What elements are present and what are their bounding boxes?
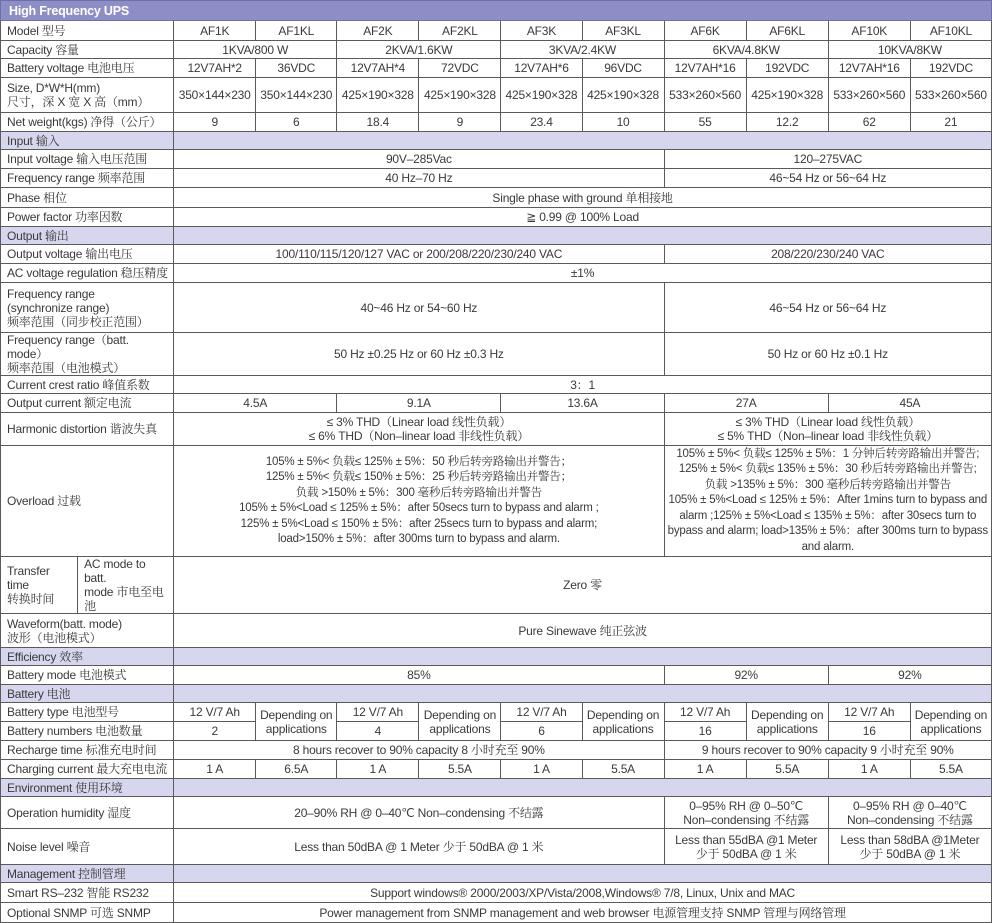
spec-row-model	[1, 21, 992, 41]
spec-row-phase	[1, 188, 992, 208]
spec-value: 192VDC	[746, 59, 828, 78]
section-title: Input 输入	[1, 132, 174, 150]
spec-row-current-crest-ratio	[1, 376, 992, 394]
spec-value: ≤ 3% THD（Linear load 线性负载） ≤ 6% THD（Non–linear load 非线性负载）	[174, 413, 664, 446]
spec-row-waveform-batt-mode	[1, 614, 992, 648]
spec-row-frequency-range-batt-mode	[1, 333, 992, 376]
spec-value: 10KVA/8KW	[828, 41, 991, 59]
row-label: AC voltage regulation 稳压精度	[1, 264, 174, 283]
row-label: Current crest ratio 峰值系数	[1, 376, 174, 394]
spec-value: 425×190×328	[419, 78, 501, 113]
spec-value: AF10K	[828, 21, 910, 41]
spec-value: 50 Hz or 60 Hz ±0.1 Hz	[664, 333, 991, 376]
spec-value: 5.5A	[582, 760, 664, 779]
spec-value: 1 A	[501, 760, 582, 779]
row-label: Battery voltage 电池电压	[1, 59, 174, 78]
spec-value: AF6KL	[746, 21, 828, 41]
row-label: Size, D*W*H(mm) 尺寸，深 X 宽 X 高（mm）	[1, 78, 174, 113]
row-label: Output current 额定电流	[1, 394, 174, 413]
spec-value: 40~46 Hz or 54~60 Hz	[174, 283, 664, 333]
spec-value: AF6K	[664, 21, 746, 41]
spec-value: 72VDC	[419, 59, 501, 78]
spec-value: 1 A	[828, 760, 910, 779]
spec-value: AF1KL	[256, 21, 337, 41]
spec-row-ac-voltage-regulation	[1, 264, 992, 283]
spec-value: 50 Hz ±0.25 Hz or 60 Hz ±0.3 Hz	[174, 333, 664, 376]
spec-value: 1 A	[337, 760, 419, 779]
row-label: Input voltage 输入电压范围	[1, 150, 174, 169]
spec-value: 2KVA/1.6KW	[337, 41, 501, 59]
spec-value: 16	[828, 722, 910, 741]
row-label: Harmonic distortion 谐波失真	[1, 413, 174, 446]
spec-value: 533×260×560	[828, 78, 910, 113]
spec-value: 12V7AH*6	[501, 59, 582, 78]
spec-value: 533×260×560	[664, 78, 746, 113]
spec-value: 12 V/7 Ah	[501, 703, 582, 722]
spec-value: 425×190×328	[746, 78, 828, 113]
spec-value: 46~54 Hz or 56~64 Hz	[664, 283, 991, 333]
spec-value: 13.6A	[501, 394, 664, 413]
spec-value: 425×190×328	[337, 78, 419, 113]
spec-value: 0–95% RH @ 0–40℃ Non–condensing 不结露	[828, 797, 991, 829]
row-label: Waveform(batt. mode) 波形（电池模式）	[1, 614, 174, 648]
spec-row-frequency-range	[1, 283, 992, 333]
spec-value: 0–95% RH @ 0–50℃ Non–condensing 不结露	[664, 797, 828, 829]
section-header-input	[1, 132, 992, 150]
row-label: Noise level 噪音	[1, 829, 174, 865]
section-title: Environment 使用环境	[1, 779, 174, 797]
spec-value: 12V7AH*2	[174, 59, 256, 78]
row-label: Capacity 容量	[1, 41, 174, 59]
spec-row-output-current	[1, 394, 992, 413]
row-label: Battery mode 电池模式	[1, 666, 174, 685]
section-header-management	[1, 865, 992, 883]
table-title: High Frequency UPS	[1, 1, 992, 21]
spec-value: 12.2	[746, 113, 828, 132]
row-label: Battery type 电池型号	[1, 703, 174, 722]
spec-value: 9	[419, 113, 501, 132]
spec-value: AF3K	[501, 21, 582, 41]
spec-row-frequency-range	[1, 169, 992, 188]
spec-value: Depending on applications	[582, 703, 664, 741]
spec-value: 2	[174, 722, 256, 741]
spec-row-input-voltage	[1, 150, 992, 169]
row-label: Optional SNMP 可选 SNMP	[1, 903, 174, 923]
spec-value: 90V–285Vac	[174, 150, 664, 169]
row-label: Frequency range 频率范围	[1, 169, 174, 188]
spec-value: 45A	[828, 394, 991, 413]
spec-value: 5.5A	[746, 760, 828, 779]
spec-value: ≤ 3% THD（Linear load 线性负载） ≤ 5% THD（Non–linear load 非线性负载）	[664, 413, 991, 446]
spec-row-transfer-time	[1, 557, 992, 614]
spec-value: 1KVA/800 W	[174, 41, 337, 59]
spec-value: Power management from SNMP management and web browser 电源管理支持 SNMP 管理与网络管理	[174, 903, 992, 923]
spec-value: Depending on applications	[746, 703, 828, 741]
row-label: Phase 相位	[1, 188, 174, 208]
spec-value: 533×260×560	[910, 78, 991, 113]
section-header-environment	[1, 779, 992, 797]
spec-value: AF2KL	[419, 21, 501, 41]
row-label: Power factor 功率因数	[1, 208, 174, 227]
spec-row-capacity	[1, 41, 992, 59]
spec-row-charging-current	[1, 760, 992, 779]
spec-value: 105% ± 5%< 负载≤ 125% ± 5%：1 分钟后转旁路输出并警告; 125% ± 5%< 负载≤ 135% ± 5%：30 秒后转旁路输出并警告; 负载 >135% ± 5%：300 毫秒后转旁路输出并警告 105% ± 5%<Load ≤ 125% ± 5%：After 1mins turn to bypass and alarm ;125% ± 5%<Load ≤ 135% ± 5%：after 30secs turn to bypass and alarm; load>135% ± 5%：after 300ms turn to bypass and alarm.	[664, 446, 991, 557]
row-label: Net weight(kgs) 净得（公斤）	[1, 113, 174, 132]
spec-value: 92%	[828, 666, 991, 685]
spec-value: Less than 50dBA @ 1 Meter 少于 50dBA @ 1 米	[174, 829, 664, 865]
section-title: Output 输出	[1, 227, 174, 245]
spec-row-battery-voltage	[1, 59, 992, 78]
section-title: Battery 电池	[1, 685, 174, 703]
spec-value: 5.5A	[910, 760, 991, 779]
section-header-battery	[1, 685, 992, 703]
row-label: Frequency range (synchronize range) 频率范围（同步校正范围）	[1, 283, 174, 333]
spec-value: AF3KL	[582, 21, 664, 41]
spec-value: 9 hours recover to 90% capacity 9 小时充至 90%	[664, 741, 991, 760]
spec-row-size-d-w-h-mm	[1, 78, 992, 113]
spec-value: Depending on applications	[419, 703, 501, 741]
spec-value: 40 Hz–70 Hz	[174, 169, 664, 188]
section-fill	[174, 779, 992, 797]
spec-value: 6.5A	[256, 760, 337, 779]
spec-value: 96VDC	[582, 59, 664, 78]
spec-value: 192VDC	[910, 59, 991, 78]
spec-value: 6	[256, 113, 337, 132]
spec-value: 105% ± 5%< 负载≤ 125% ± 5%：50 秒后转旁路输出并警告； 125% ± 5%< 负载≤ 150% ± 5%：25 秒后转旁路输出并警告； 负载 >150% ± 5%：300 毫秒后转旁路输出并警告 105% ± 5%<Load ≤ 125% ± 5%：after 50secs turn to bypass and alarm ; 125% ± 5%<Load ≤ 150% ± 5%：after 25secs turn to bypass and alarm; load>150% ± 5%：after 300ms turn to bypass and alarm.	[174, 446, 664, 557]
row-label: Transfer time 转换时间	[1, 557, 78, 614]
spec-value: Depending on applications	[910, 703, 991, 741]
spec-value: 12 V/7 Ah	[664, 703, 746, 722]
spec-value: 12V7AH*16	[664, 59, 746, 78]
row-sublabel: AC mode to batt. mode 市电至电池	[78, 557, 174, 614]
spec-value: Less than 58dBA @1Meter 少于 50dBA @ 1 米	[828, 829, 991, 865]
spec-row-overload	[1, 446, 992, 557]
spec-row-battery-mode	[1, 666, 992, 685]
spec-value: 350×144×230	[256, 78, 337, 113]
spec-value: 4.5A	[174, 394, 337, 413]
spec-row-smart-rs-232-rs232	[1, 883, 992, 903]
spec-row-recharge-time	[1, 741, 992, 760]
spec-value: 10	[582, 113, 664, 132]
spec-row-operation-humidity	[1, 797, 992, 829]
row-label: Overload 过载	[1, 446, 174, 557]
spec-value: 46~54 Hz or 56~64 Hz	[664, 169, 991, 188]
row-label: Output voltage 输出电压	[1, 245, 174, 264]
spec-value: 208/220/230/240 VAC	[664, 245, 991, 264]
spec-value: 3：1	[174, 376, 992, 394]
spec-value: 16	[664, 722, 746, 741]
spec-row-output-voltage	[1, 245, 992, 264]
spec-value: ±1%	[174, 264, 992, 283]
spec-row-power-factor	[1, 208, 992, 227]
spec-value: Less than 55dBA @1 Meter 少于 50dBA @ 1 米	[664, 829, 828, 865]
spec-value: 36VDC	[256, 59, 337, 78]
spec-row-harmonic-distortion	[1, 413, 992, 446]
row-label: Smart RS–232 智能 RS232	[1, 883, 174, 903]
spec-value: 12V7AH*4	[337, 59, 419, 78]
row-label: Charging current 最大充电电流	[1, 760, 174, 779]
spec-value: 3KVA/2.4KW	[501, 41, 664, 59]
section-fill	[174, 865, 992, 883]
section-title: Efficiency 效率	[1, 648, 174, 666]
spec-value: 21	[910, 113, 991, 132]
spec-value: 92%	[664, 666, 828, 685]
spec-value: 18.4	[337, 113, 419, 132]
spec-value: 100/110/115/120/127 VAC or 200/208/220/230/240 VAC	[174, 245, 664, 264]
spec-value: 5.5A	[419, 760, 501, 779]
spec-value: 8 hours recover to 90% capacity 8 小时充至 90%	[174, 741, 664, 760]
spec-value: Support windows® 2000/2003/XP/Vista/2008,Windows® 7/8, Linux, Unix and MAC	[174, 883, 992, 903]
section-fill	[174, 227, 992, 245]
spec-value: 6KVA/4.8KW	[664, 41, 828, 59]
row-label: Battery numbers 电池数量	[1, 722, 174, 741]
section-fill	[174, 132, 992, 150]
spec-value: 350×144×230	[174, 78, 256, 113]
section-title: Management 控制管理	[1, 865, 174, 883]
spec-value: Single phase with ground 单相接地	[174, 188, 992, 208]
spec-row-optional-snmp-snmp	[1, 903, 992, 923]
row-label: Frequency range（batt. mode） 频率范围（电池模式）	[1, 333, 174, 376]
section-header-output	[1, 227, 992, 245]
section-header-efficiency	[1, 648, 992, 666]
spec-row-noise-level	[1, 829, 992, 865]
spec-value: 27A	[664, 394, 828, 413]
row-label: Recharge time 标准充电时间	[1, 741, 174, 760]
title-row	[1, 1, 992, 21]
spec-value: Zero 零	[174, 557, 992, 614]
spec-value: 1 A	[664, 760, 746, 779]
spec-value: 62	[828, 113, 910, 132]
spec-value: 1 A	[174, 760, 256, 779]
spec-value: 12 V/7 Ah	[337, 703, 419, 722]
row-label: Operation humidity 湿度	[1, 797, 174, 829]
spec-value: 6	[501, 722, 582, 741]
spec-row-net-weight-kgs	[1, 113, 992, 132]
section-fill	[174, 685, 992, 703]
spec-value: AF2K	[337, 21, 419, 41]
section-fill	[174, 648, 992, 666]
row-label: Model 型号	[1, 21, 174, 41]
spec-value: 12 V/7 Ah	[828, 703, 910, 722]
spec-value: 20–90% RH @ 0–40℃ Non–condensing 不结露	[174, 797, 664, 829]
spec-value: 9.1A	[337, 394, 501, 413]
spec-value: 12V7AH*16	[828, 59, 910, 78]
spec-value: 4	[337, 722, 419, 741]
spec-value: AF10KL	[910, 21, 991, 41]
spec-value: 425×190×328	[582, 78, 664, 113]
spec-value: 12 V/7 Ah	[174, 703, 256, 722]
spec-value: 120–275VAC	[664, 150, 991, 169]
spec-value: Depending on applications	[256, 703, 337, 741]
spec-value: AF1K	[174, 21, 256, 41]
spec-value: ≧ 0.99 @ 100% Load	[174, 208, 992, 227]
spec-value: Pure Sinewave 纯正弦波	[174, 614, 992, 648]
spec-value: 85%	[174, 666, 664, 685]
spec-value: 425×190×328	[501, 78, 582, 113]
spec-value: 9	[174, 113, 256, 132]
spec-row-battery-type	[1, 703, 992, 722]
spec-value: 23.4	[501, 113, 582, 132]
spec-value: 55	[664, 113, 746, 132]
